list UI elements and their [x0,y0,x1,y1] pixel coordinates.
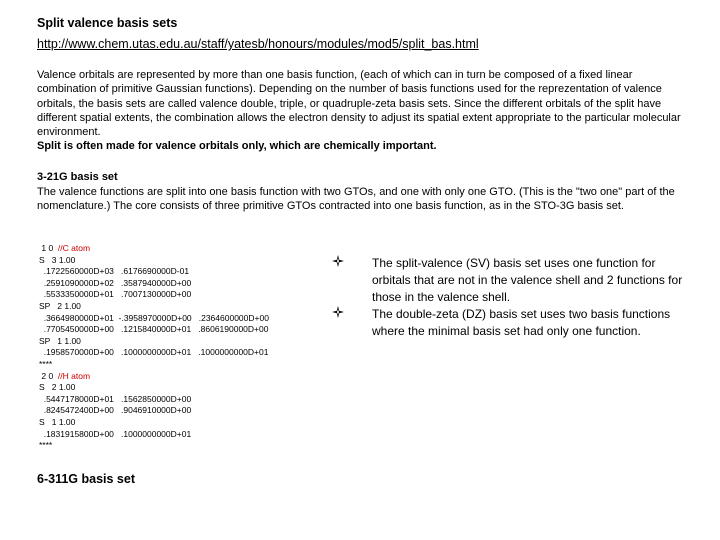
bullet-text: The double-zeta (DZ) basis set uses two basis functions where the minimal basis set had only one function. [372,307,671,338]
bullet-text: The split-valence (SV) basis set uses one function for orbitals that are not in the valence shell and 2 functions for those in the valence shell. [372,256,683,304]
h-atom-header: 2 0 [39,370,54,381]
slide-title: Split valence basis sets [37,16,178,30]
bullet-item [332,306,692,340]
source-link[interactable]: http://www.chem.utas.edu.au/staff/yatesb/honours/modules/mod5/split_bas.html [37,37,479,51]
h-atom-lines: S 2 1.00 .5447178000D+01 .1562850000D+00 .8245472400D+00 .9046910000D+00 S 1 1.00 .1831915800D+00 .1000000000D+01 **** [39,382,192,451]
bullet-item [332,255,692,306]
c-atom-comment: //C atom [57,243,91,253]
c-atom-header: 1 0 [39,243,54,253]
intro-bold-note: Split is often made for valence orbitals only, which are chemically important. [37,140,437,153]
diamond-bullet-icon [332,255,344,267]
c-atom-lines: S 3 1.00 .1722560000D+03 .6176690000D-01 .2591090000D+02 .3587940000D+00 .5533350000D+01 .7007130000D+00 SP 2 1.00 .3664980000D+01 -.3958970000D+00 .2364600000D+00 .7705450000D+00 .1215840000D+01 .8606190000D+00 SP 1 1.00 .1958570000D+00 .1000000000D+01 .1000000000D+01 **** [39,254,269,369]
diamond-bullet-icon [332,306,344,318]
intro-paragraph [37,68,692,154]
section-text-321g: The valence functions are split into one basis function with two GTOs, and one with only one GTO. (This is the "two one" part of the nomenclature.) The core consists of three primitive GTOs contracted into one basis function, as in the STO-3G basis set. [37,186,675,213]
intro-text: Valence orbitals are represented by more than one basis function, (each of which can in turn be composed of a fixed linear combination of primitive Gaussian functions). Depending on the number of basis functions used for the reprezentation of valence orbitals, the basis sets are called valence double, triple, or quadruple-zeta basis sets. Since the different orbitals of the split have different spatial extents, the combination allows the electron density to adjust its spatial extent appropriate to the particular molecular environment. [37,69,681,139]
basis-set-code-block [39,243,269,452]
bullet-list [332,255,692,340]
section-heading-321g: 3-21G basis set [37,171,118,183]
h-atom-comment: //H atom [57,370,91,381]
section-heading-6311g: 6-311G basis set [37,472,135,486]
